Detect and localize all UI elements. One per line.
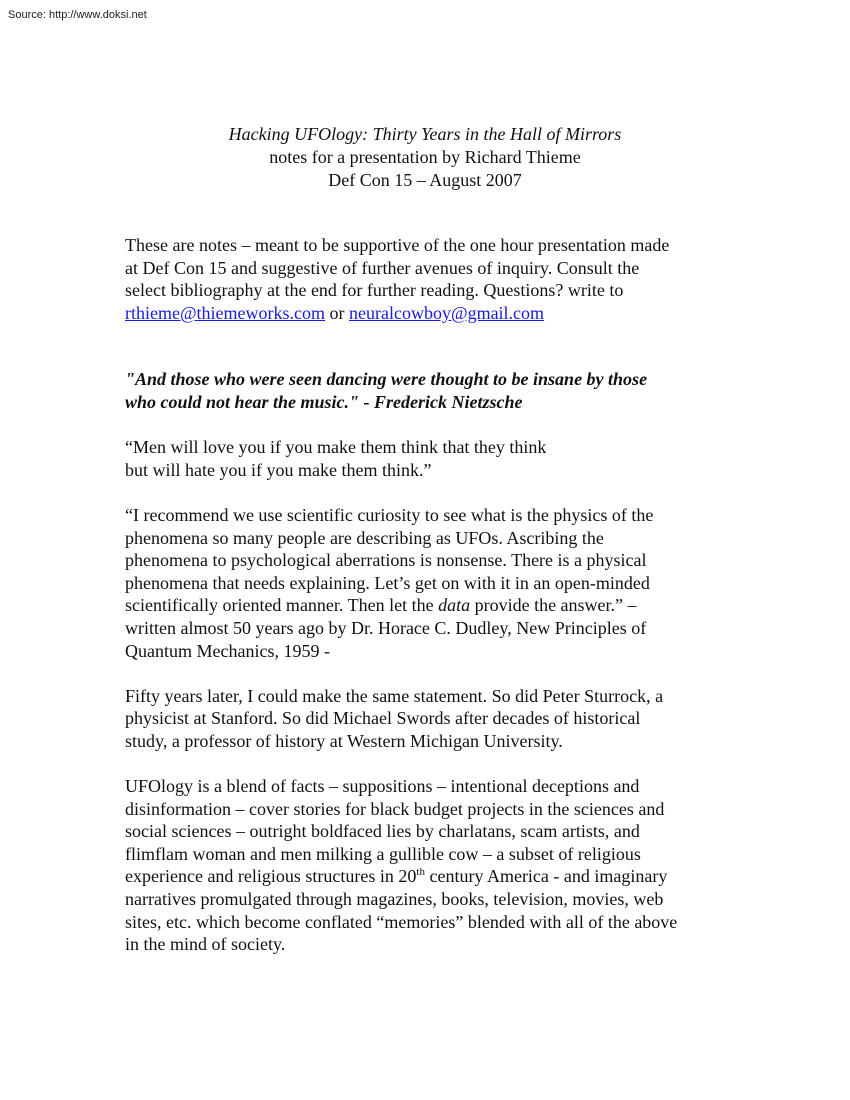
- paragraph-line: “I recommend we use scientific curiosity to see what is the physics of the: [125, 504, 654, 525]
- paragraph-line: narratives promulgated through magazines, books, television, movies, web: [125, 889, 664, 910]
- paragraph-line: phenomena that needs explaining. Let’s get on with it in an open-minded: [125, 572, 650, 593]
- document-event: Def Con 15 – August 2007: [328, 170, 522, 190]
- source-note: Source: http://www.doksi.net: [8, 9, 147, 21]
- intro-line: at Def Con 15 and suggestive of further avenues of inquiry. Consult the: [125, 257, 640, 278]
- quote-line: who could not hear the music." - Frederick Nietzsche: [125, 391, 523, 412]
- paragraph-line: phenomena to psychological aberrations is nonsense. There is a physical: [125, 550, 647, 571]
- nietzsche-quote: [125, 368, 735, 413]
- paragraph-line: study, a professor of history at Western Michigan University.: [125, 730, 563, 751]
- paragraph-line: experience and religious structures in 20: [125, 866, 417, 887]
- document-subtitle: notes for a presentation by Richard Thieme: [269, 147, 581, 167]
- dudley-quote: [125, 504, 735, 662]
- paragraph-line: Fifty years later, I could make the same statement. So did Peter Sturrock, a: [125, 685, 664, 706]
- or-text: or: [325, 302, 350, 323]
- email-link-neuralcowboy[interactable]: neuralcowboy@gmail.com: [349, 302, 545, 323]
- intro-line: select bibliography at the end for further reading. Questions? write to: [125, 280, 624, 301]
- paragraph-line: social sciences – outright boldfaced lies by charlatans, scam artists, and: [125, 821, 640, 842]
- paragraph-line: UFOlogy is a blend of facts – suppositions – intentional deceptions and: [125, 776, 640, 797]
- document-header: [0, 123, 850, 192]
- paragraph-line: flimflam woman and men milking a gullible cow – a subset of religious: [125, 843, 641, 864]
- intro-line: These are notes – meant to be supportive of the one hour presentation made: [125, 235, 670, 255]
- quote-line: "And those who were seen dancing were thought to be insane by those: [125, 369, 648, 390]
- intro-paragraph: [125, 234, 735, 324]
- fifty-years-paragraph: [125, 685, 735, 753]
- paragraph-line: sites, etc. which become conflated “memories” blended with all of the above: [125, 911, 678, 932]
- paragraph-line: scientifically oriented manner. Then let the: [125, 595, 439, 616]
- quote-line: “Men will love you if you make them think that they think: [125, 437, 547, 458]
- superscript-th: th: [416, 866, 425, 879]
- paragraph-line: in the mind of society.: [125, 934, 286, 955]
- paragraph-line: written almost 50 years ago by Dr. Horace C. Dudley, New Principles of: [125, 617, 647, 638]
- email-link-rthieme[interactable]: rthieme@thiemeworks.com: [125, 302, 326, 323]
- emphasis-data: data: [438, 595, 471, 616]
- document-body: [125, 234, 735, 978]
- quote-line: but will hate you if you make them think.”: [125, 459, 432, 480]
- paragraph-line: phenomena so many people are describing as UFOs. Ascribing the: [125, 527, 604, 548]
- paragraph-line: provide the answer.” –: [470, 595, 637, 616]
- paragraph-line: Quantum Mechanics, 1959 -: [125, 640, 330, 661]
- document-title: Hacking UFOlogy: Thirty Years in the Hall of Mirrors: [228, 124, 622, 144]
- paragraph-line: physicist at Stanford. So did Michael Swords after decades of historical: [125, 708, 641, 729]
- ufology-paragraph: [125, 775, 735, 956]
- men-quote: [125, 436, 735, 481]
- paragraph-line: century America - and imaginary: [424, 866, 668, 887]
- paragraph-line: disinformation – cover stories for black budget projects in the sciences and: [125, 798, 665, 819]
